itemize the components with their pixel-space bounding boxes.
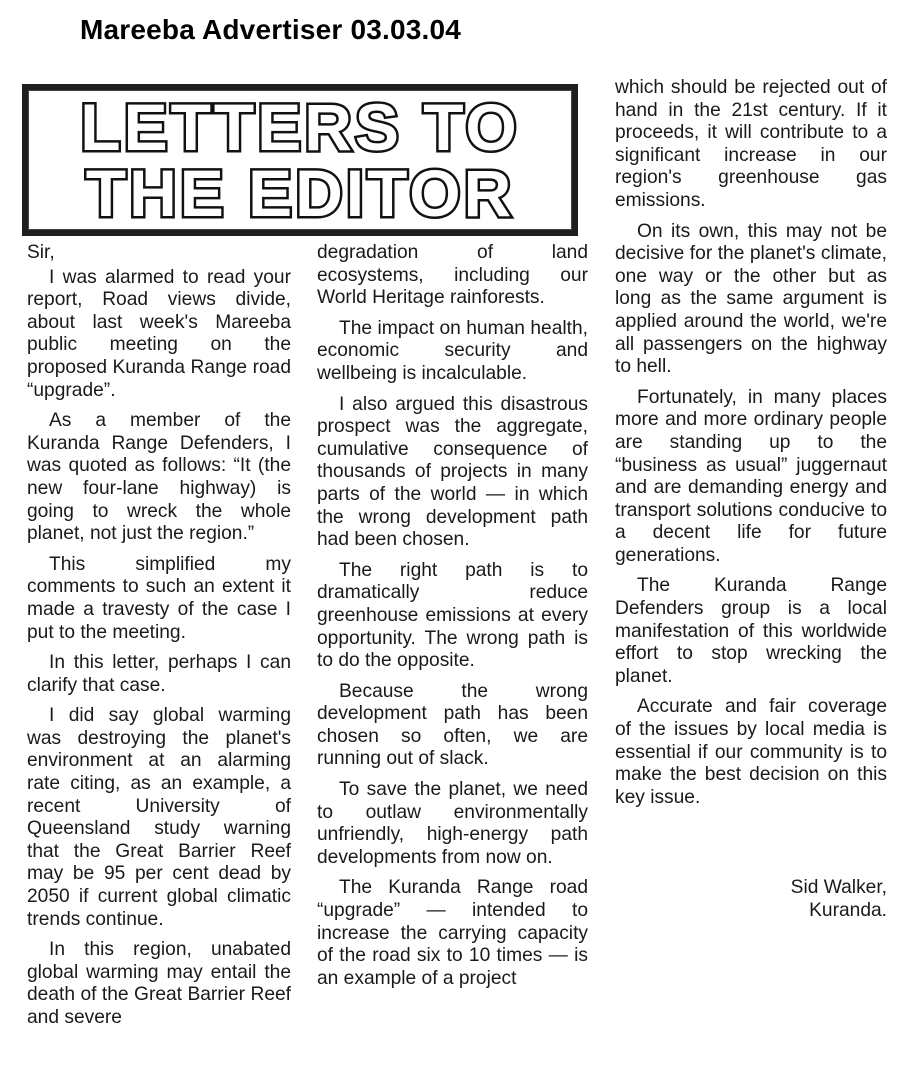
letter-signature bbox=[687, 877, 887, 922]
letter-paragraph: The Kuranda Range Defenders group is a local manifestation of this worldwide effort to stop wrecking the planet. bbox=[615, 575, 887, 687]
letter-paragraph: Because the wrong development path has been chosen so often, we are running out of slack. bbox=[317, 680, 588, 770]
letter-column-2 bbox=[317, 242, 588, 998]
masthead-panel bbox=[28, 90, 572, 230]
letter-paragraph: In this letter, perhaps I can clarify that case. bbox=[27, 652, 291, 696]
letter-paragraph: The Kuranda Range road “upgrade” — intended to increase the carrying capacity of the road six to 10 times — is an example of a project bbox=[317, 877, 588, 989]
letter-paragraph: This simplified my comments to such an extent it made a travesty of the case I put to the meeting. bbox=[27, 553, 291, 643]
publication-header: Mareeba Advertiser 03.03.04 bbox=[80, 14, 462, 45]
letter-paragraph: The right path is to dramatically reduce greenhouse emissions at every opportunity. The wrong path is to do the opposite. bbox=[317, 559, 588, 672]
letter-column-1 bbox=[27, 242, 291, 1038]
letter-paragraph: I was alarmed to read your report, Road views divide, about last week's Mareeba public meeting on the proposed Kuranda Range road “upgrade”. bbox=[27, 266, 291, 401]
letters-to-the-editor-masthead bbox=[22, 84, 578, 236]
masthead-line-2: THE EDITOR bbox=[85, 156, 515, 230]
letter-paragraph-continued: which should be rejected out of hand in the 21st century. If it proceeds, it will contribute to a significant increase in our region's greenhouse gas emissions. bbox=[615, 77, 887, 211]
signature-name: Sid Walker, bbox=[790, 877, 887, 898]
letter-paragraph: On its own, this may not be decisive for the planet's climate, one way or the other but as long as the same argument is applied around the world, we're all passengers on the highway to hell. bbox=[615, 220, 887, 378]
letter-paragraph: To save the planet, we need to outlaw environmentally unfriendly, high-energy path developments from now on. bbox=[317, 779, 588, 868]
masthead-line-1: LETTERS TO bbox=[80, 90, 520, 164]
letter-paragraph: I did say global warming was destroying the planet's environment at an alarming rate citing, as an example, a recent University of Queensland study warning that the Great Barrier Reef may be 95 per cent dead by 2050 if current global climatic trends continue. bbox=[27, 705, 291, 930]
letter-paragraph: Accurate and fair coverage of the issues by local media is essential if our community is to make the best decision on this key issue. bbox=[615, 696, 887, 808]
letter-paragraph: I also argued this disastrous prospect was the aggregate, cumulative consequence of thousands of projects in many parts of the world — in which the wrong development path had been chosen. bbox=[317, 393, 588, 551]
letter-column-3 bbox=[615, 77, 887, 817]
letter-paragraph: As a member of the Kuranda Range Defenders, I was quoted as follows: “It (the new four-lane highway) is going to wreck the whole planet, not just the region.” bbox=[27, 410, 291, 545]
letter-paragraph: The impact on human health, economic security and wellbeing is incalculable. bbox=[317, 317, 588, 384]
letter-salutation: Sir, bbox=[27, 242, 55, 263]
signature-location: Kuranda. bbox=[809, 899, 887, 921]
letter-paragraph: In this region, unabated global warming may entail the death of the Great Barrier Reef and severe bbox=[27, 939, 291, 1028]
letter-paragraph: Fortunately, in many places more and more ordinary people are standing up to the “business as usual” juggernaut and are demanding energy and transport solutions conducive to a decent life for future generations. bbox=[615, 386, 887, 566]
letter-paragraph-continued: degradation of land ecosystems, including our World Heritage rainforests. bbox=[317, 242, 588, 309]
